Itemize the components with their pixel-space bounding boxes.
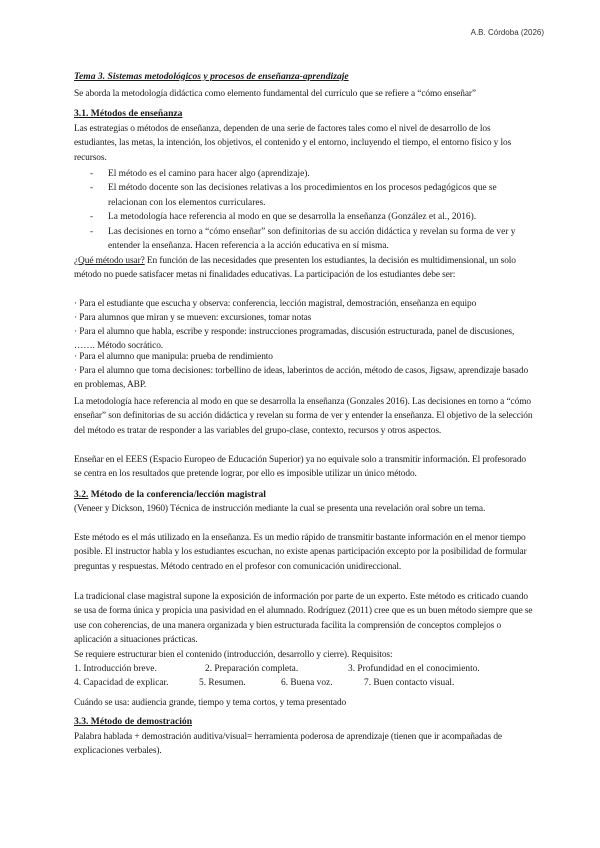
- section-3-1-label: 3.1. Métodos de enseñanza: [74, 108, 183, 119]
- section-3-3-label: 3.3. Método de demostración: [74, 716, 193, 727]
- section-3-2-title-text: Método de la conferencia/lección magistral: [88, 489, 266, 500]
- requirement-item: 4. Capacidad de explicar.: [74, 678, 169, 688]
- section-3-3-paragraph-1: Palabra hablada + demostración auditiva/visual= herramienta poderosa de aprendizaje (tienen que ir acompañadas de explicaciones verbales).: [74, 732, 502, 757]
- question-label: ¿Qué método usar?: [74, 256, 145, 266]
- section-3-2-title: [74, 489, 266, 500]
- section-3-2-number: 3.2.: [74, 489, 89, 500]
- list-item: - La metodología hace referencia al modo en que se desarrolla la enseñanza (González et al., 2016).: [74, 210, 536, 224]
- requirement-item: 7. Buen contacto visual.: [364, 678, 455, 688]
- participation-item: · Para el alumno que habla, escribe y responde: instrucciones programadas, discusión estructurada, panel de discusiones, ……. Método socrático.: [74, 327, 515, 352]
- section-3-1-title: [74, 108, 182, 119]
- section-3-2-paragraph-2: Este método es el más utilizado en la enseñanza. Es un medio rápido de transmitir bastante información en el menor tiempo posible. El instructor habla y los estudiantes escuchan, no existe apenas participación excepto por la posibilidad de formular preguntas y respuestas. Método centrado en el profesor con comunicación unidireccional.: [74, 533, 527, 572]
- section-3-2-paragraph-3: La tradicional clase magistral supone la exposición de información por parte de un experto. Este método es criticado cuando se usa de forma única y propicia una pasividad en el alumnado. Rodríguez (2011) cree que es un buen método siempre que se use con coherencias, de una manera organizada y bien estructurada facilita la comprensión de conceptos complejos o aplicación a situaciones prácticas.: [74, 592, 533, 646]
- requirement-item: 6. Buena voz.: [281, 678, 333, 688]
- list-item: - El método docente son las decisiones relativas a los procedimientos en los procesos pedagógicos que se relacionan con los elementos curriculares.: [74, 181, 536, 210]
- participation-item: · Para alumnos que miran y se mueven: excursiones, tomar notas: [74, 313, 312, 323]
- topic-title: Tema 3. Sistemas metodológicos y procesos de enseñanza-aprendizaje: [74, 71, 349, 82]
- participation-item: · Para el estudiante que escucha y observa: conferencia, lección magistral, demostración, enseñanza en equipo: [74, 299, 477, 309]
- list-item: - El método es el camino para hacer algo (aprendizaje).: [74, 167, 536, 181]
- question-text: En función de las necesidades que presenten los estudiantes, la decisión es multidimensional, un solo método no puede satisfacer metas ni finalidades educativas. La participación de los estudiantes debe ser:: [74, 256, 516, 281]
- participation-item: · Para el alumno que manipula: prueba de rendimiento: [74, 352, 273, 362]
- section-3-2-paragraph-4: Se requiere estructurar bien el contenido (introducción, desarrollo y cierre). Requisitos:: [74, 650, 393, 660]
- author-header: A.B. Córdoba (2026): [470, 28, 544, 37]
- section-3-3-title: [74, 716, 192, 727]
- section-3-1-bullet-list: [74, 167, 536, 253]
- section-3-2-paragraph-1: (Veneer y Dickson, 1960) Técnica de instrucción mediante la cual se presenta una revelación oral sobre un tema.: [74, 504, 486, 514]
- section-3-1-paragraph-2: La metodología hace referencia al modo en que se desarrolla la enseñanza (Gonzales 2016). Las decisiones en torno a “cómo enseñar” son definitorias de su acción didáctica y revelan su forma de ver y entender la enseñanza. El objetivo de la selección del método es tratar de responder a las variables del grupo-clase, contexto, recursos y otros aspectos.: [74, 397, 533, 436]
- section-3-1-paragraph-1: Las estrategias o métodos de enseñanza, dependen de una serie de factores tales como el nivel de desarrollo de los estudiantes, las metas, la intención, los objetivos, el contenido y el entorno, incluyendo el tiempo, el entorno físico y los recursos.: [74, 124, 512, 163]
- section-3-2-paragraph-5: Cuándo se usa: audiencia grande, tiempo y tema cortos, y tema presentado: [74, 698, 347, 708]
- section-3-1-paragraph-3: Enseñar en el EEES (Espacio Europeo de Educación Superior) ya no equivale solo a transmitir información. El profesorado se centra en los resultados que pretende lograr, por ello es imposible utilizar un único método.: [74, 455, 527, 480]
- question-paragraph: [74, 254, 534, 283]
- requirements-list: [74, 662, 544, 692]
- requirement-item: 5. Resumen.: [199, 678, 246, 688]
- participation-item: · Para el alumno que toma decisiones: torbellino de ideas, laberintos de acción, método de casos, Jigsaw, aprendizaje basado en problemas, ABP.: [74, 366, 529, 391]
- requirement-item: 1. Introducción breve.: [74, 664, 157, 674]
- intro-paragraph: Se aborda la metodología didáctica como elemento fundamental del currículo que se refiere a “cómo enseñar”: [74, 89, 476, 99]
- requirement-item: 3. Profundidad en el conocimiento.: [348, 664, 480, 674]
- list-item: - Las decisiones en torno a “cómo enseñar” son definitorias de su acción didáctica y revelan su forma de ver y entender la enseñanza. Hacen referencia a la acción educativa en sí misma.: [74, 225, 536, 254]
- requirement-item: 2. Preparación completa.: [205, 664, 299, 674]
